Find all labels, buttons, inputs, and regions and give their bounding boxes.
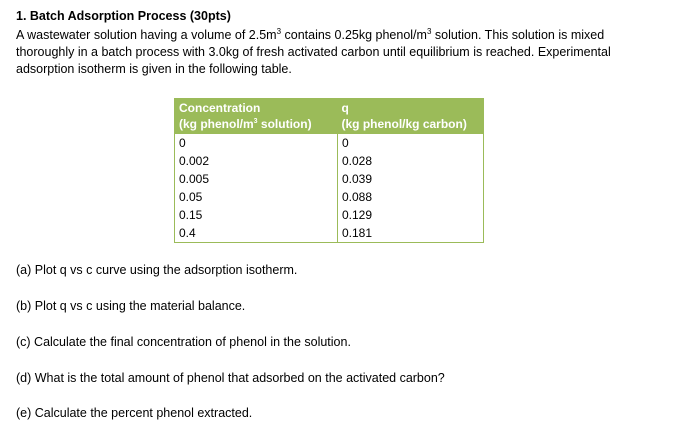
q-cell: 0.088 xyxy=(342,190,373,204)
concentration-cell: 0 xyxy=(175,134,338,153)
q-cell: 0.039 xyxy=(342,172,373,186)
q-cell: 0 xyxy=(338,134,484,153)
table-row xyxy=(175,206,484,224)
question-e: (e) Calculate the percent phenol extracted. xyxy=(16,406,253,420)
question-a: (a) Plot q vs c curve using the adsorption isotherm. xyxy=(16,263,298,277)
question-c: (c) Calculate the final concentration of phenol in the solution. xyxy=(16,335,351,349)
concentration-cell: 0.005 xyxy=(175,170,338,188)
isotherm-table xyxy=(174,98,484,243)
concentration-cell: 0.05 xyxy=(175,188,338,206)
q-cell: 0.181 xyxy=(342,226,373,240)
table-row xyxy=(175,134,484,153)
concentration-cell: 0.15 xyxy=(175,206,338,224)
table-header-row xyxy=(175,99,484,134)
table-row xyxy=(175,170,484,188)
table-row xyxy=(175,188,484,206)
question-d: (d) What is the total amount of phenol that adsorbed on the activated carbon? xyxy=(16,371,445,385)
concentration-header: Concentration (kg phenol/$m^3$ solution) xyxy=(175,99,338,134)
table-row xyxy=(175,152,484,170)
problem-title: 1. Batch Adsorption Process (30pts) xyxy=(16,9,231,23)
concentration-cell: 0.4 xyxy=(175,224,338,243)
table-row xyxy=(175,224,484,243)
question-b: (b) Plot q vs c using the material balance. xyxy=(16,299,246,313)
q-cell: 0.129 xyxy=(342,208,373,222)
q-cell: 0.028 xyxy=(342,154,373,168)
q-header: q (kg phenol/kg carbon) xyxy=(338,99,484,134)
problem-statement: A wastewater solution having a volume of $2.5m^3$ contains 0.25kg phenol/$m^3$ solution. This solution is mixed thoroughly in a batch process with 3.0kg of fresh activated carbon until equilibrium is reached. Experimental adsorption isotherm is given in the following table. xyxy=(16,26,611,76)
concentration-cell: 0.002 xyxy=(175,152,338,170)
